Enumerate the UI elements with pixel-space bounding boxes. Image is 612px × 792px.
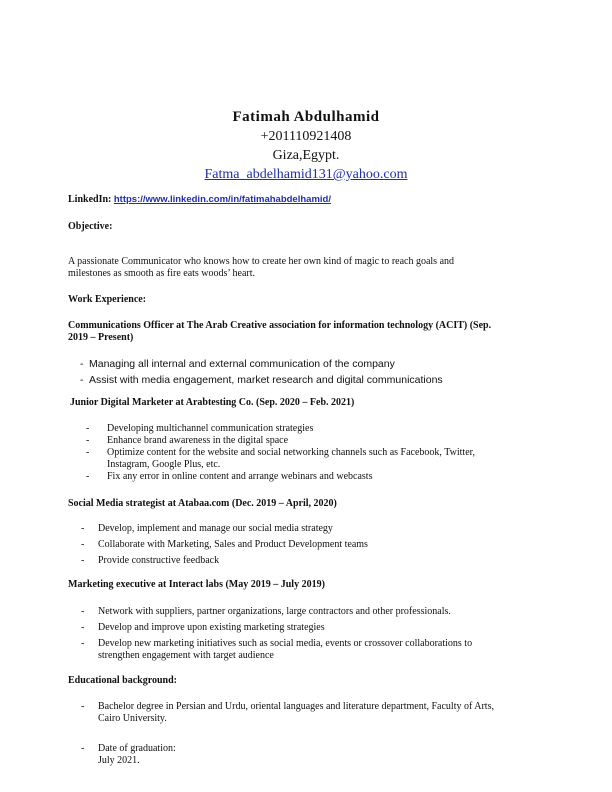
location: Giza,Egypt. (272, 148, 340, 163)
job-arabtesting-bullets (86, 423, 512, 483)
list-item: - Provide constructive feedback (81, 555, 220, 566)
list-item: - Develop and improve upon existing marketing strategies (81, 622, 325, 633)
job-title-acit: Communications Officer at The Arab Creative association for information technology (ACIT) (Sep. 2019 – Present) (68, 320, 492, 343)
job-title-atabaa: Social Media strategist at Atabaa.com (Dec. 2019 – April, 2020) (68, 498, 337, 509)
education-list (81, 701, 508, 725)
list-item: - Managing all internal and external communication of the company (80, 358, 395, 370)
graduation-date: July 2021. (98, 755, 140, 766)
education-heading: Educational background: (68, 675, 178, 686)
linkedin-line (68, 194, 518, 206)
linkedin-link[interactable]: https://www.linkedin.com/in/fatimahabdelhamid/ (113, 194, 331, 205)
job-title-interact-labs: Marketing executive at Interact labs (May 2019 – July 2019) (68, 579, 325, 590)
job-acit-bullets (80, 356, 529, 388)
education-graduation (81, 743, 508, 767)
objective-text: A passionate Communicator who knows how to create her own kind of magic to reach goals and milestones as smooth as fire eats woods’ heart. (68, 256, 455, 279)
list-item: - Develop, implement and manage our social media strategy (81, 523, 333, 534)
list-item: - Optimize content for the website and social networking channels such as Facebook, Twitter, Instagram, Google Plus, etc. (86, 447, 476, 470)
list-item: - Fix any error in online content and arrange webinars and webcasts (86, 471, 373, 482)
list-item: - Network with suppliers, partner organizations, large contractors and other professionals. (81, 606, 451, 617)
job-atabaa-bullets (81, 523, 508, 567)
list-item: - Collaborate with Marketing, Sales and Product Development teams (81, 539, 368, 550)
list-item: - Bachelor degree in Persian and Urdu, oriental languages and literature department, Faculty of Arts, Cairo University. (81, 701, 494, 724)
list-item: - Assist with media engagement, market research and digital communications (80, 374, 443, 386)
job-title-arabtesting: Junior Digital Marketer at Arabtesting Co. (Sep. 2020 – Feb. 2021) (70, 397, 355, 408)
resume-header (0, 108, 612, 184)
list-item: - Develop new marketing initiatives such as social media, events or crossover collaborations to strengthen engagement with target audience (81, 638, 473, 661)
work-experience-heading: Work Experience: (68, 294, 147, 305)
linkedin-label: LinkedIn: (68, 194, 112, 205)
objective-heading: Objective: (68, 221, 113, 232)
list-item: - Date of graduation: (81, 743, 176, 754)
email-link[interactable]: Fatma_abdelhamid131@yahoo.com (204, 167, 408, 182)
candidate-name: Fatimah Abdulhamid (232, 109, 380, 125)
job-interact-bullets (81, 606, 508, 662)
phone-number: +201110921408 (260, 129, 352, 144)
list-item: - Enhance brand awareness in the digital space (86, 435, 289, 446)
list-item: - Developing multichannel communication strategies (86, 423, 314, 434)
